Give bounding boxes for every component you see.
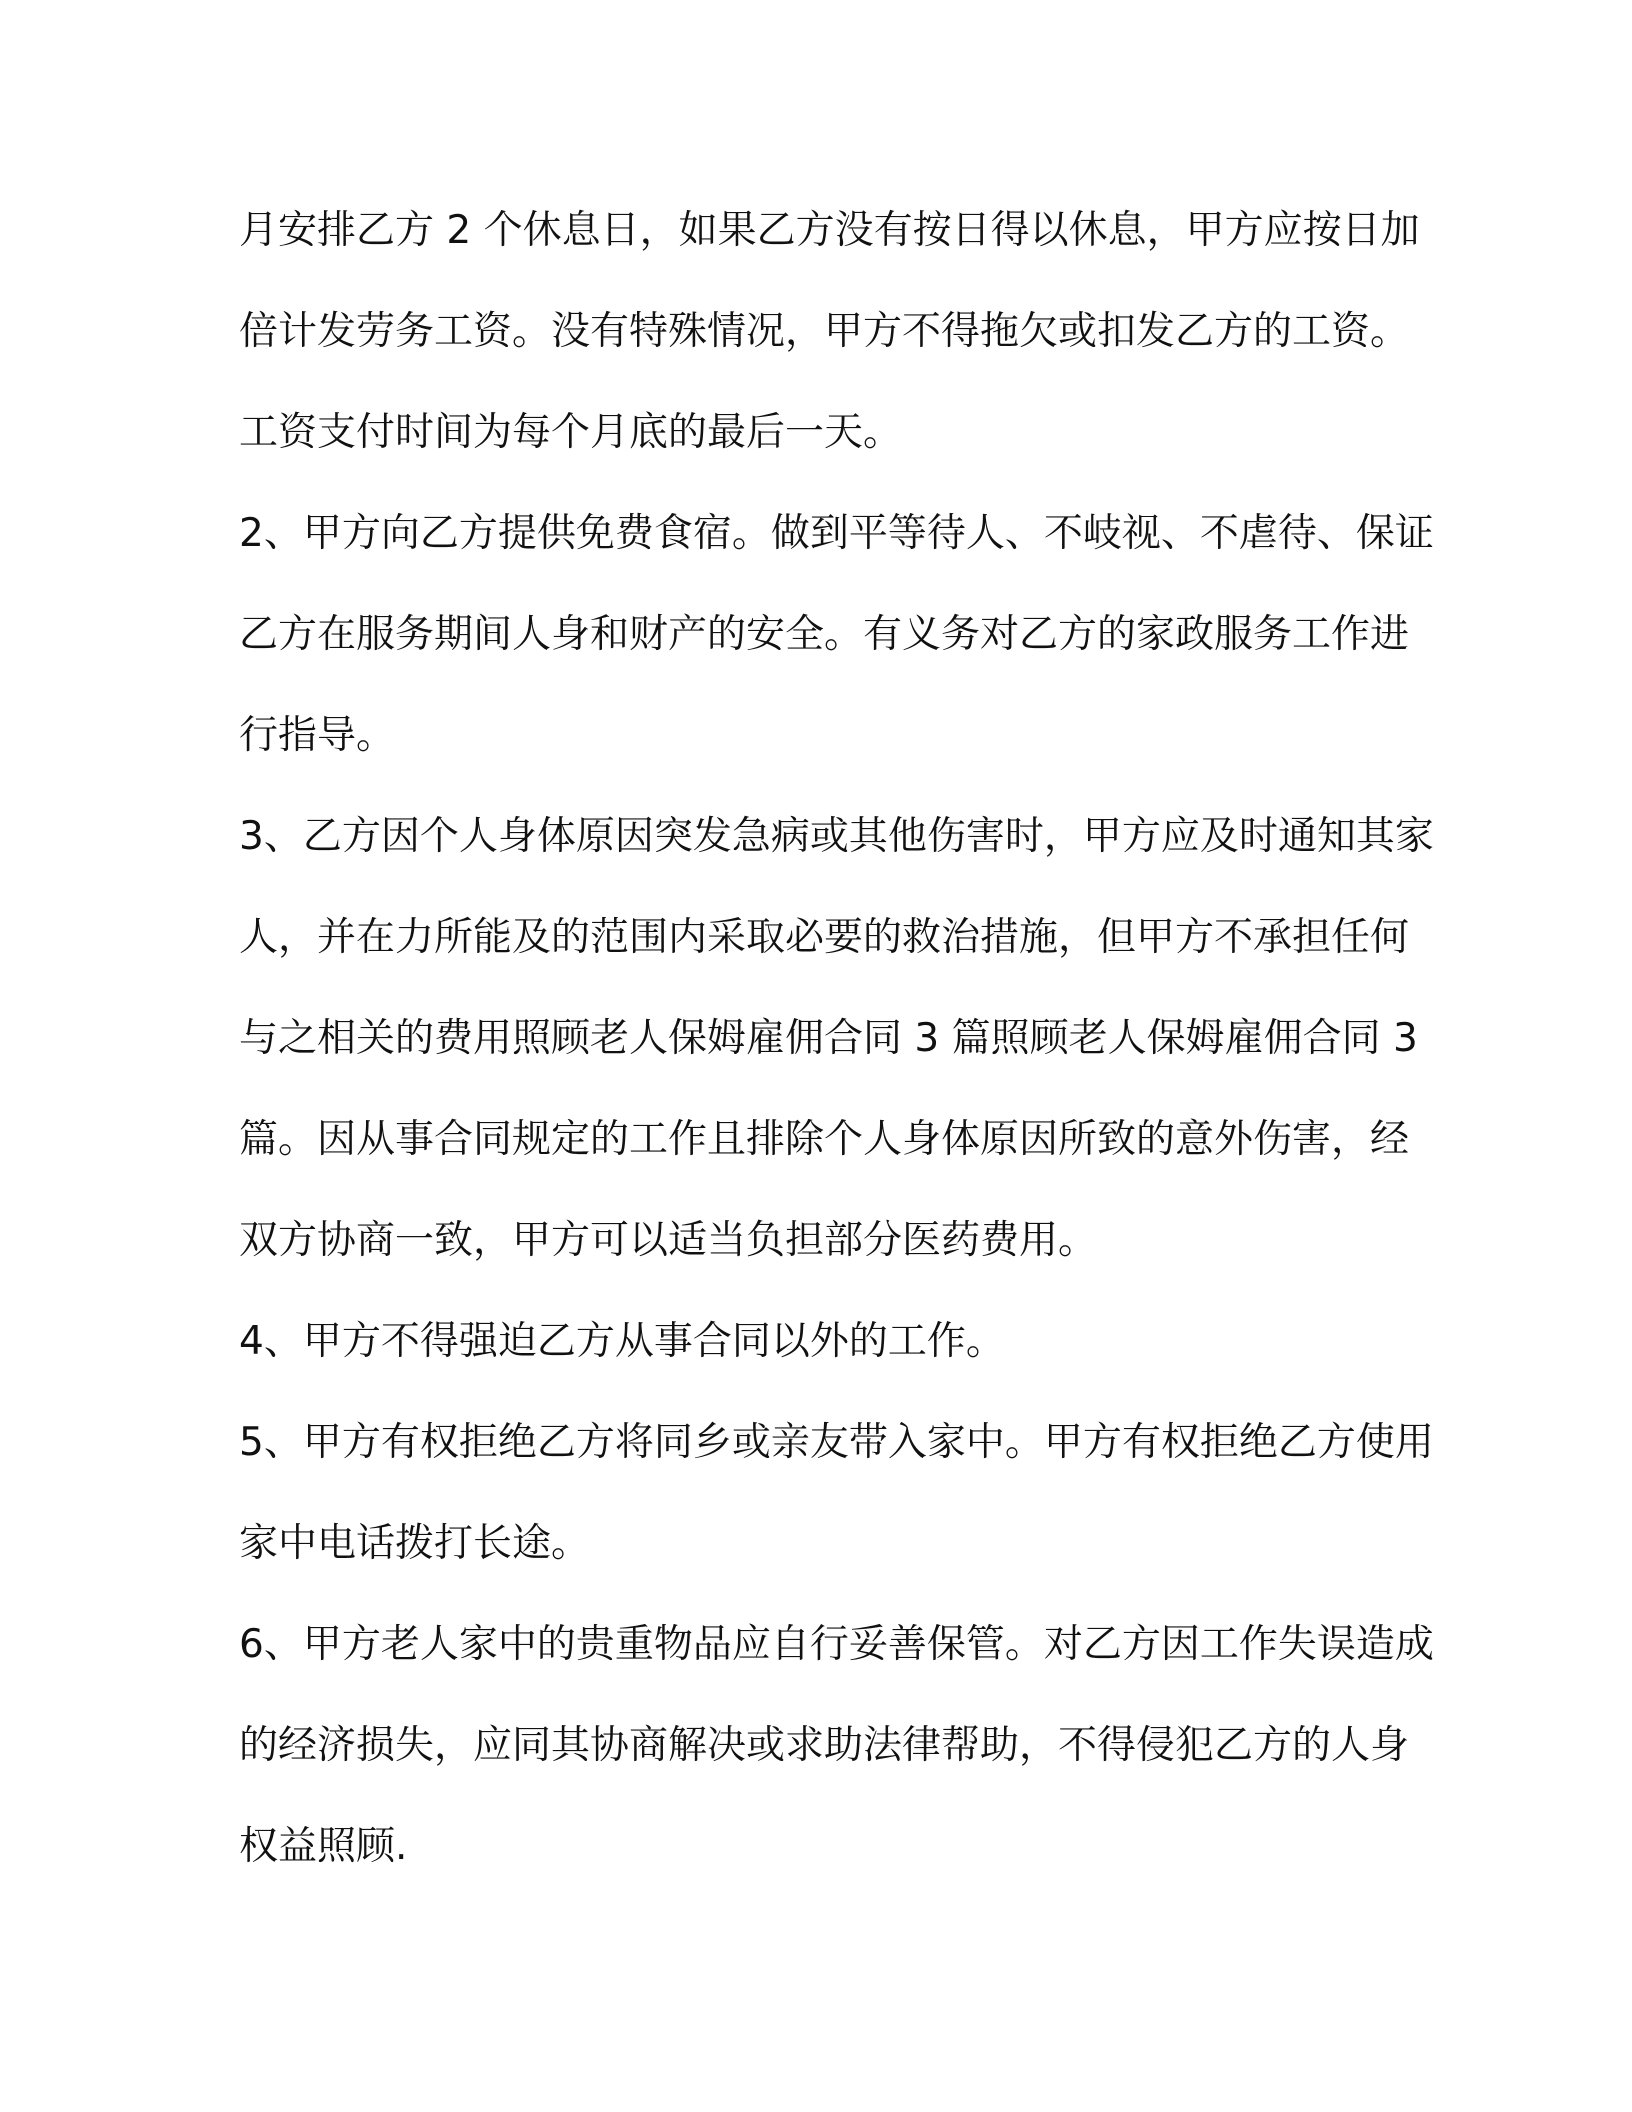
text-line: 人，并在力所能及的范围内采取必要的救治措施，但甲方不承担任何 — [239, 915, 1410, 960]
text-line: 月安排乙方 2 个休息日，如果乙方没有按日得以休息，甲方应按日加 — [239, 208, 1420, 253]
clause-2-line: 2、甲方向乙方提供免费食宿。做到平等待人、不岐视、不虐待、保证 — [239, 511, 1434, 556]
clause-3-line: 3、乙方因个人身体原因突发急病或其他伤害时，甲方应及时通知其家 — [239, 814, 1434, 859]
contract-text-body — [239, 180, 1434, 1897]
text-line: 家中电话拨打长途。 — [239, 1521, 591, 1566]
text-line: 与之相关的费用照顾老人保姆雇佣合同 3 篇照顾老人保姆雇佣合同 3 — [239, 1016, 1418, 1061]
text-line: 乙方在服务期间人身和财产的安全。有义务对乙方的家政服务工作进 — [239, 612, 1410, 657]
clause-4-line: 4、甲方不得强迫乙方从事合同以外的工作。 — [239, 1319, 1005, 1364]
text-line: 权益照顾. — [239, 1824, 408, 1869]
text-line: 双方协商一致，甲方可以适当负担部分医药费用。 — [239, 1218, 1098, 1263]
text-line: 行指导。 — [239, 713, 396, 758]
clause-5-line: 5、甲方有权拒绝乙方将同乡或亲友带入家中。甲方有权拒绝乙方使用 — [239, 1420, 1434, 1465]
clause-6-line: 6、甲方老人家中的贵重物品应自行妥善保管。对乙方因工作失误造成 — [239, 1622, 1434, 1667]
text-line: 篇。因从事合同规定的工作且排除个人身体原因所致的意外伤害，经 — [239, 1117, 1410, 1162]
text-line: 倍计发劳务工资。没有特殊情况，甲方不得拖欠或扣发乙方的工资。 — [239, 309, 1410, 354]
text-line: 工资支付时间为每个月底的最后一天。 — [239, 410, 903, 455]
text-line: 的经济损失，应同其协商解决或求助法律帮助，不得侵犯乙方的人身 — [239, 1723, 1410, 1768]
